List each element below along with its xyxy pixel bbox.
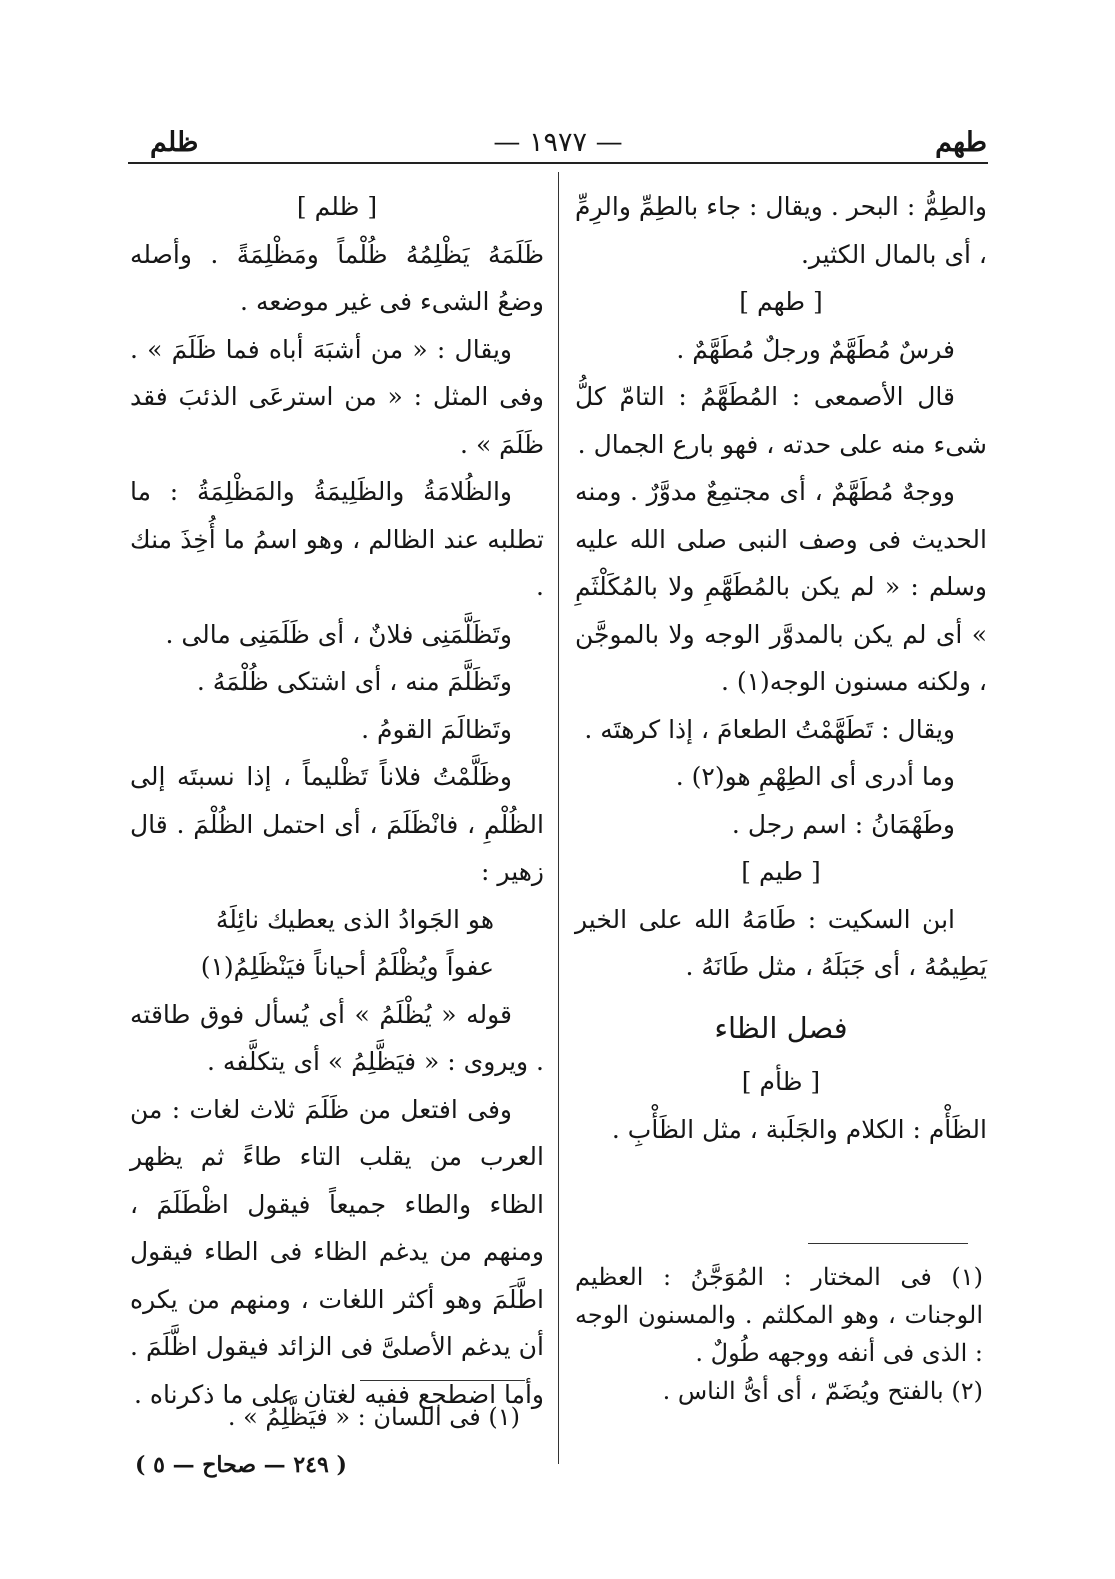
paragraph: الظَأْم : الكلام والجَلَبة ، مثل الظَأْبِ .: [611, 1114, 987, 1144]
paragraph: وطَهْمَانُ : اسم رجل .: [731, 809, 955, 839]
paragraph: وتَظالَمَ القومُ .: [361, 714, 512, 744]
paragraph: وما أدرى أى الطِهْمِ هو(٢) .: [675, 762, 955, 791]
header-right-catchword: طهم: [935, 127, 987, 158]
footnote: (١) فى المختار : المُوَجَّنُ : العظيم الوجنات ، وهو المكلثم . والمسنون الوجه : الذى فى أنفه ووجهه طُولٌ .: [575, 1263, 983, 1367]
paragraph: وظَلَّمْتُ فلاناً تَظْليماً ، إذا نسبتَه إلى الظُلْمِ ، فانْظَلَمَ ، أى احتمل الظُلْمَ . قال زهير :: [130, 762, 544, 886]
paragraph: قال الأصمعى : المُطَهَّمُ : التامّ كلُّ شىء منه على حدته ، فهو بارع الجمال .: [575, 382, 987, 459]
left-footnotes: [200, 1398, 520, 1436]
footnote-rule-right: [808, 1243, 968, 1244]
paragraph: ظَلَمَهُ يَظْلِمُهُ ظُلْماً ومَظْلِمَةً . وأصله وضعُ الشىء فى غير موضعه .: [130, 239, 544, 316]
paragraph: والظُلامَةُ والظَلِيمَةُ والمَظْلِمَةُ : ما تطلبه عند الظالم ، وهو اسمُ ما أُخِذَ منك .: [130, 477, 544, 601]
footnote: (١) فى اللسان : « فيَظَّلِمُ » .: [227, 1403, 520, 1431]
entry-heading-zalam: [ ظلم ]: [296, 192, 378, 221]
verse-line: هو الجَوادُ الذى يعطيك نائِلَهُ: [215, 904, 494, 934]
page-number: — ١٩٧٧ —: [493, 127, 623, 158]
header-rule: [128, 162, 988, 164]
footnote-rule-left: [360, 1380, 525, 1381]
paragraph: وتَظَلَّمَنِى فلانٌ ، أى ظَلَمَنِى مالى .: [165, 619, 512, 649]
paragraph: ووجهٌ مُطَهَّمٌ ، أى مجتمِعٌ مدوَّرٌ . ومنه الحديث فى وصف النبى صلى الله عليه وسلم : « لم يكن بالمُطَهَّمِ ولا بالمُكَلْثَمِ » أى لم يكن بالمدوَّر الوجه ولا بالموجَّن ، ولكنه مسنون الوجه(١) .: [575, 477, 987, 696]
entry-heading-taym: [ طيم ]: [741, 857, 821, 886]
section-heading: فصل الظاء: [714, 1010, 848, 1045]
left-column: [130, 183, 544, 1418]
paragraph: قوله « يُظْلَمُ » أى يُسأل فوق طاقته . ويروى : « فيَظَّلِمُ » أى يتكلَّفه .: [130, 999, 544, 1076]
entry-heading-tahm: [ طهم ]: [739, 287, 823, 316]
header-left-catchword: ظلم: [150, 127, 199, 158]
paragraph: وفى افتعل من ظَلَمَ ثلاث لغات : من العرب من يقلب التاء طاءً ثم يظهر الظاء والطاء جميعاً فيقول اظْطَلَمَ ، ومنهم من يدغم الظاء فى الطاء فيقول اطَّلَمَ وهو أكثر اللغات ، ومنهم من يكره أن يدغم الأصلىَّ فى الزائد فيقول اظَّلَمَ . وأما اضطجع ففيه لغتان على ما ذكرناه .: [130, 1094, 544, 1409]
paragraph: وتَظَلَّمَ منه ، أى اشتكى ظُلْمَهُ .: [196, 667, 512, 696]
paragraph: ويقال : « من أشبَهَ أباه فما ظَلَمَ » . وفى المثل : « من استرعَى الذئبَ فقد ظَلَمَ » .: [130, 334, 544, 459]
right-footnotes: [575, 1258, 983, 1410]
footnote: (٢) بالفتح ويُضَمّ ، أى أىُّ الناس .: [662, 1377, 983, 1405]
paragraph: فرسٌ مُطَهَّمٌ ورجلٌ مُطَهَّمٌ .: [676, 334, 955, 364]
signature-mark: ( ٢٤٩ — صحاح — ٥ ): [135, 1452, 347, 1478]
right-column: [575, 183, 987, 1153]
paragraph: والطِمُّ : البحر . ويقال : جاء بالطِمِّ والرِمِّ ، أى بالمال الكثير.: [575, 192, 987, 269]
column-divider: [558, 172, 559, 1464]
paragraph: ابن السكيت : طَامَهُ الله على الخير يَطِيمُهُ ، أى جَبَلَهُ ، مثل طَانَهُ .: [575, 904, 987, 981]
entry-heading-zaam: [ ظأم ]: [741, 1067, 821, 1096]
verse-line: عفواً ويُظْلَمُ أحياناً فيَنْظَلِمُ(١): [200, 952, 494, 981]
paragraph: ويقال : تَطَهَّمْتُ الطعامَ ، إذا كرهتَه .: [584, 714, 955, 744]
